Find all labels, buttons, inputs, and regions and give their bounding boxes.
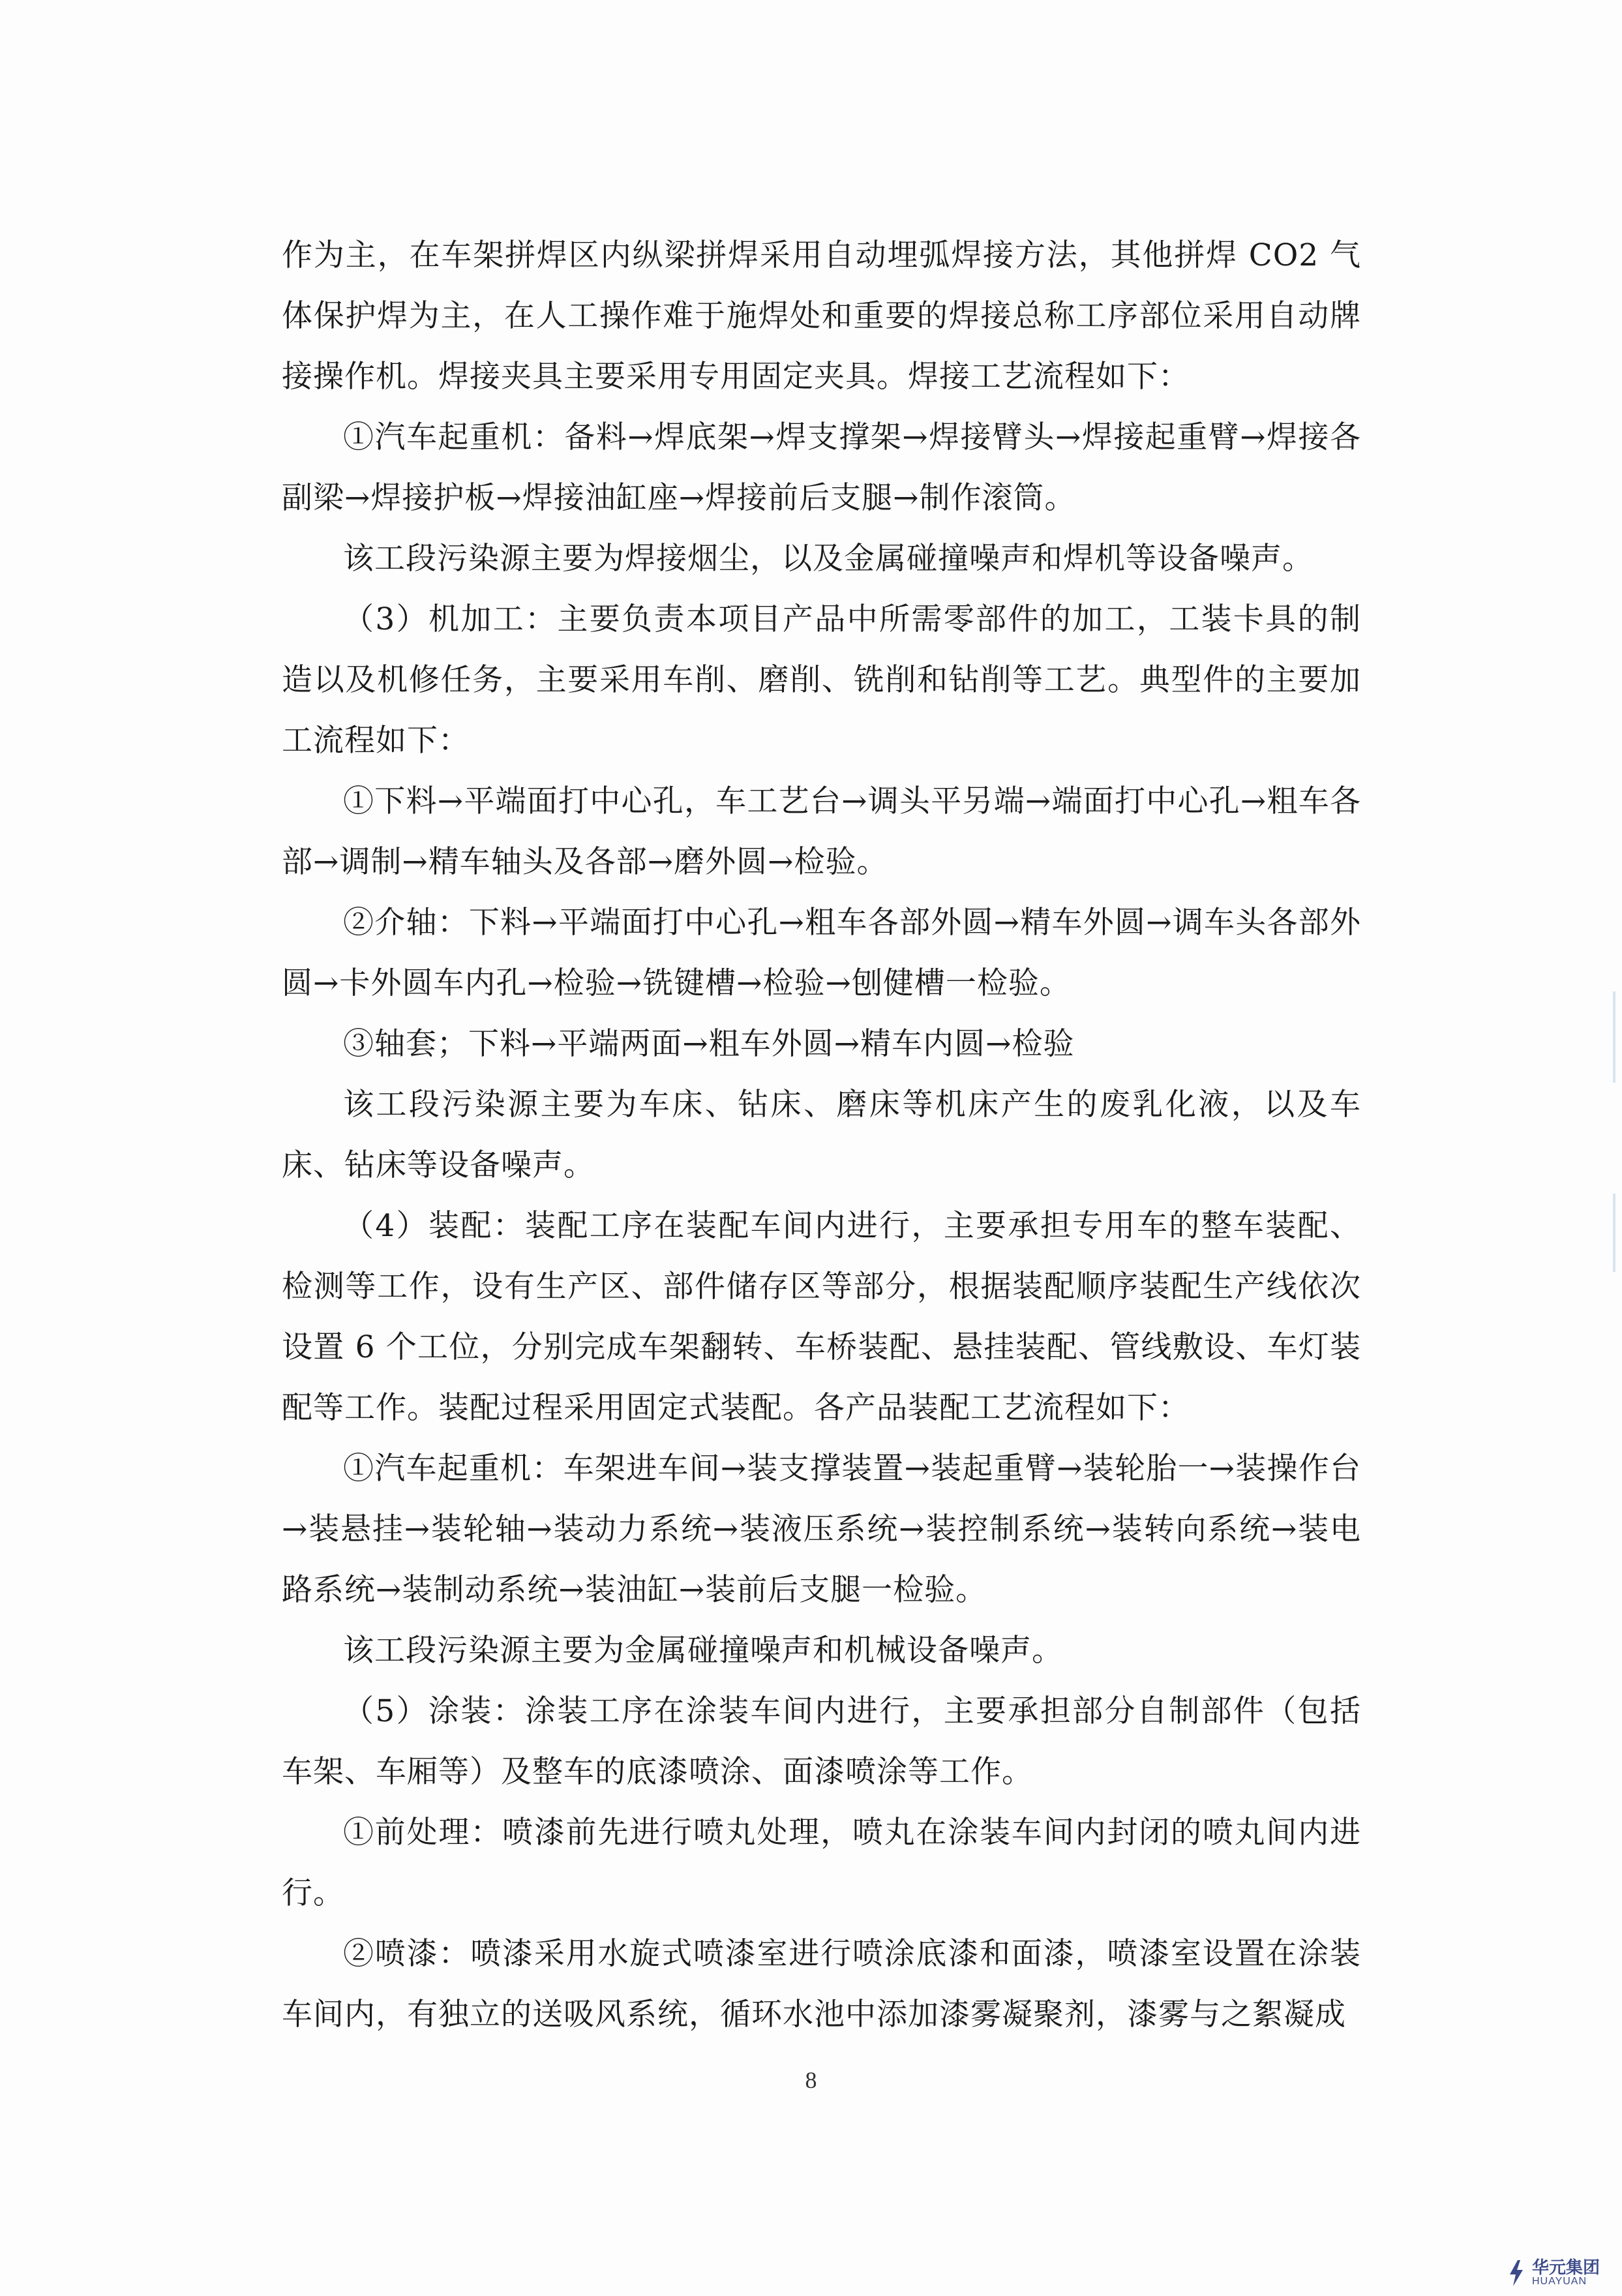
paragraph: 作为主，在车架拼焊区内纵梁拼焊采用自动埋弧焊接方法，其他拼焊 CO2 气体保护焊为主，在人工操作难于施焊处和重要的焊接总称工序部位采用自动牌接操作机。焊接夹具主要采用专用固定夹具。焊接工艺流程如下：	[282, 237, 1361, 395]
paragraph: ③轴套；下料→平端两面→粗车外圆→精车内圆→检验	[343, 1026, 1075, 1062]
paragraph: （3）机加工：主要负责本项目产品中所需零部件的加工，工装卡具的制造以及机修任务，主要采用车削、磨削、铣削和钻削等工艺。典型件的主要加工流程如下：	[282, 601, 1361, 759]
page-number: 8	[805, 2067, 817, 2093]
paragraph: （5）涂装：涂装工序在涂装车间内进行，主要承担部分自制部件（包括车架、车厢等）及整车的底漆喷涂、面漆喷涂等工作。	[282, 1693, 1361, 1790]
paragraph: 该工段污染源主要为车床、钻床、磨床等机床产生的废乳化液，以及车床、钻床等设备噪声。	[282, 1087, 1361, 1183]
paragraph: 该工段污染源主要为金属碰撞噪声和机械设备噪声。	[343, 1633, 1063, 1669]
paragraph: ②喷漆：喷漆采用水旋式喷漆室进行喷涂底漆和面漆，喷漆室设置在涂装车间内，有独立的送吸风系统，循环水池中添加漆雾凝聚剂，漆雾与之絮凝成	[282, 1936, 1361, 2032]
paragraph: 该工段污染源主要为焊接烟尘，以及金属碰撞噪声和焊机等设备噪声。	[343, 541, 1314, 577]
logo-name-cn: 华元集团	[1531, 2258, 1600, 2278]
paragraph: ①汽车起重机：备料→焊底架→焊支撑架→焊接臂头→焊接起重臂→焊接各副梁→焊接护板→焊接油缸座→焊接前后支腿→制作滚筒。	[282, 419, 1361, 516]
paragraph: ①下料→平端面打中心孔，车工艺台→调头平另端→端面打中心孔→粗车各部→调制→精车轴头及各部→磨外圆→检验。	[282, 783, 1361, 880]
paragraph: ①汽车起重机：车架进车间→装支撑装置→装起重臂→装轮胎一→装操作台→装悬挂→装轮轴→装动力系统→装液压系统→装控制系统→装转向系统→装电路系统→装制动系统→装油缸→装前后支腿一检验。	[282, 1451, 1361, 1608]
logo-name-en: HUAYUAN	[1531, 2276, 1587, 2287]
scan-margin-mark	[1613, 1194, 1615, 1272]
document-body	[282, 225, 1361, 2045]
scan-margin-mark	[1613, 991, 1615, 1083]
paragraph: （4）装配：装配工序在装配车间内进行，主要承担专用车的整车装配、检测等工作，设有生产区、部件储存区等部分，根据装配顺序装配生产线依次设置 6 个工位，分别完成车架翻转、车桥装配、悬挂装配、管线敷设、车灯装配等工作。装配过程采用固定式装配。各产品装配工艺流程如下：	[282, 1208, 1361, 1426]
paragraph: ①前处理：喷漆前先进行喷丸处理，喷丸在涂装车间内封闭的喷丸间内进行。	[282, 1815, 1361, 1911]
lightning-logo-icon	[1507, 2260, 1525, 2286]
company-logo	[1507, 2259, 1600, 2287]
paragraph: ②介轴：下料→平端面打中心孔→粗车各部外圆→精车外圆→调车头各部外圆→卡外圆车内孔→检验→铣键槽→检验→刨健槽一检验。	[282, 905, 1361, 1001]
